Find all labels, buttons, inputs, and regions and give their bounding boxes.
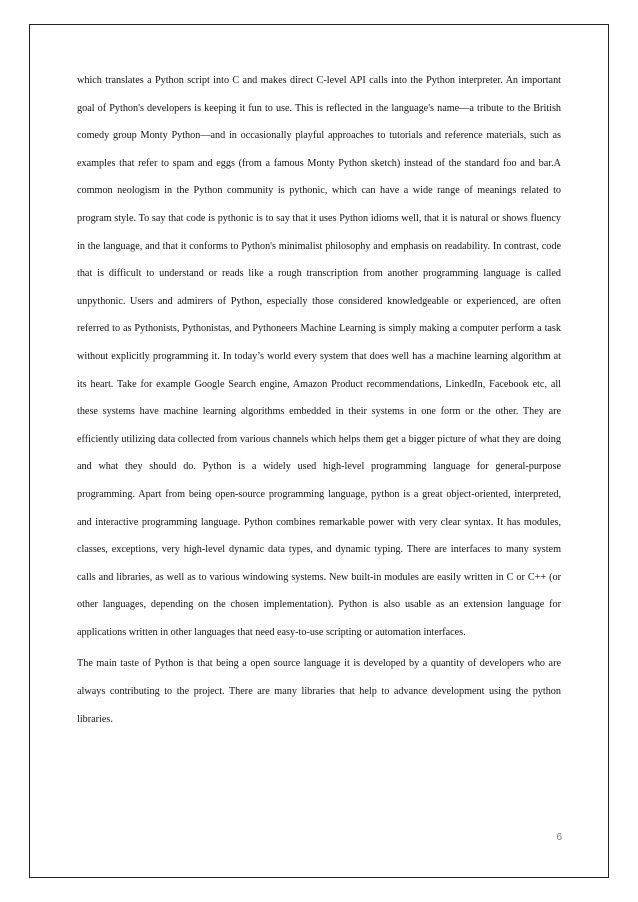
- paragraph-2: The main taste of Python is that being a open source language it is developed by a quantity of developers who are always contributing to the project. There are many libraries that help to advance development using the python libraries.: [77, 658, 561, 725]
- document-body: [77, 67, 561, 733]
- page-number: 6: [556, 832, 562, 843]
- paragraph-1: which translates a Python script into C and makes direct C-level API calls into the Python interpreter. An important goal of Python's developers is keeping it fun to use. This is reflected in the language's name—a tribute to the British comedy group Monty Python—and in occasionally playful approaches to tutorials and reference materials, such as examples that refer to spam and eggs (from a famous Monty Python sketch) instead of the standard foo and bar.A common neologism in the Python community is pythonic, which can have a wide range of meanings related to program style. To say that code is pythonic is to say that it uses Python idioms well, that it is natural or shows fluency in the language, and that it conforms to Python's minimalist philosophy and emphasis on readability. In contrast, code that is difficult to understand or reads like a rough transcription from another programming language is called unpythonic. Users and admirers of Python, especially those considered knowledgeable or experienced, are often referred to as Pythonists, Pythonistas, and Pythoneers Machine Learning is simply making a computer perform a task without explicitly programming it. In today’s world every system that does well has a machine learning algorithm at its heart. Take for example Google Search engine, Amazon Product recommendations, LinkedIn, Facebook etc, all these systems have machine learning algorithms embedded in their systems in one form or the other. They are efficiently utilizing data collected from various channels which helps them get a bigger picture of what they are doing and what they should do. Python is a widely used high-level programming language for general-purpose programming. Apart from being open-source programming language, python is a great object-oriented, interpreted, and interactive programming language. Python combines remarkable power with very clear syntax. It has modules, classes, exceptions, very high-level dynamic data types, and dynamic typing. There are interfaces to many system calls and libraries, as well as to various windowing systems. New built-in modules are easily written in C or C++ (or other languages, depending on the chosen implementation). Python is also usable as an extension language for applications written in other languages that need easy-to-use scripting or automation interfaces.: [77, 75, 561, 638]
